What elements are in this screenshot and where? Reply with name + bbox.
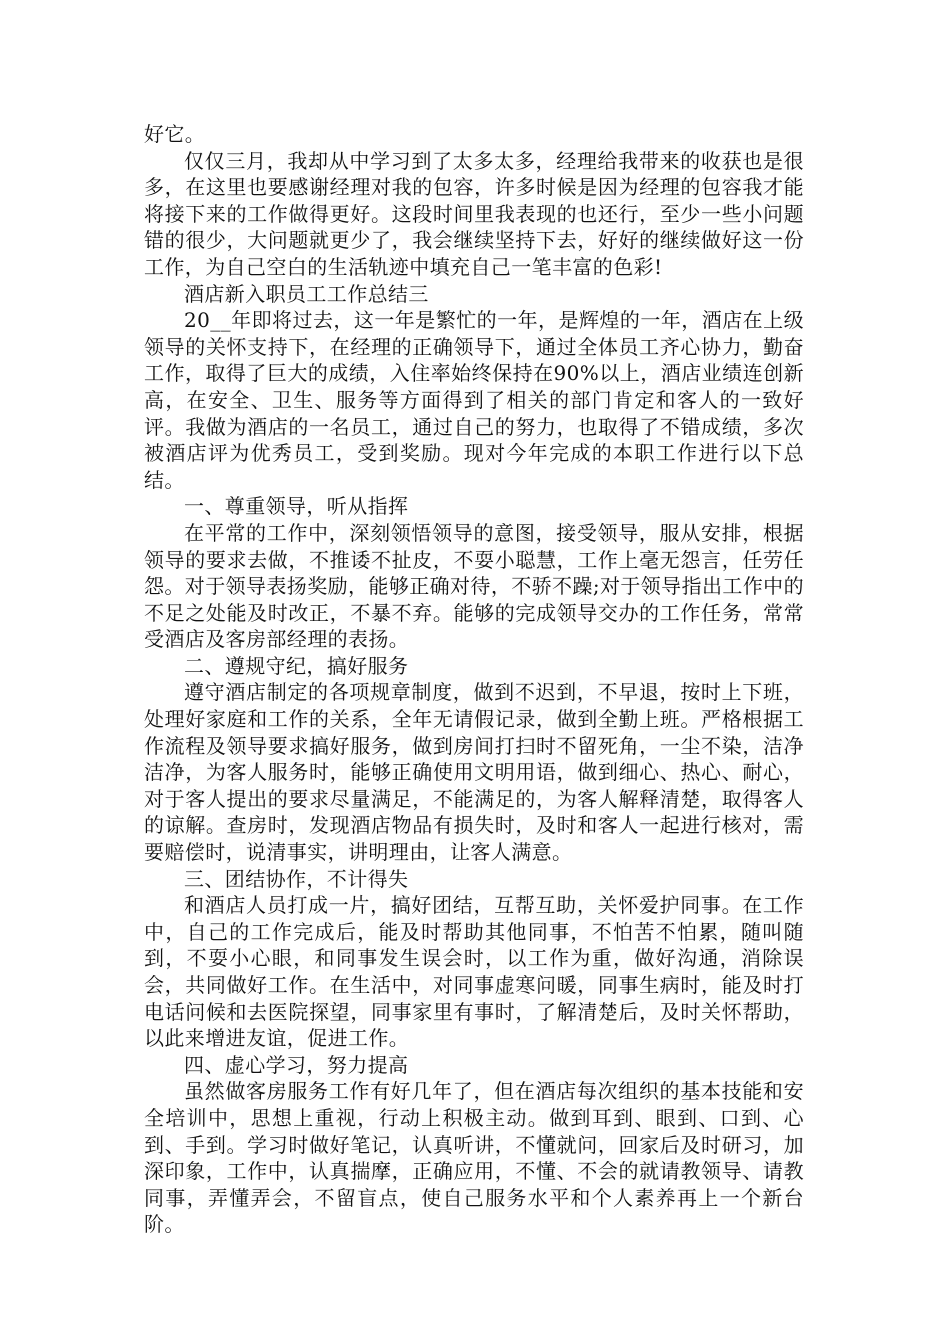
paragraph-year-overview: 20__年即将过去，这一年是繁忙的一年，是辉煌的一年，酒店在上级领导的关怀支持下，在经理的正确领导下，通过全体员工齐心协力，勤奋工作，取得了巨大的成绩，入住率始终保持在90%以上，酒店业绩连创新高，在安全、卫生、服务等方面得到了相关的部门肯定和客人的一致好评。我做为酒店的一名员工，通过自己的努力，也取得了不错成绩，多次被酒店评为优秀员工，受到奖励。现对今年完成的本职工作进行以下总结。 [144, 308, 804, 492]
paragraph-teamwork: 和酒店人员打成一片，搞好团结，互帮互助，关怀爱护同事。在工作中，自己的工作完成后，能及时帮助其他同事，不怕苦不怕累，随叫随到，不耍小心眼，和同事发生误会时，以工作为重，做好沟通，消除误会，共同做好工作。在生活中，对同事虚寒问暖，同事生病时，能及时打电话问候和去医院探望，同事家里有事时，了解清楚后，及时关怀帮助，以此来增进友谊，促进工作。 [144, 893, 804, 1051]
heading-learning: 四、虚心学习，努力提高 [184, 1052, 409, 1077]
paragraph-learning: 虽然做客房服务工作有好几年了，但在酒店每次组织的基本技能和安全培训中，思想上重视，行动上积极主动。做到耳到、眼到、口到、心到、手到。学习时做好笔记，认真听讲，不懂就问，回家后及时研习，加深印象，工作中，认真揣摩，正确应用，不懂、不会的就请教领导、请教同事，弄懂弄会，不留盲点，使自己服务水平和个人素养再上一个新台阶。 [144, 1079, 804, 1237]
section-title-summary-three: 酒店新入职员工工作总结三 [184, 281, 429, 306]
heading-follow-rules: 二、遵规守纪，搞好服务 [184, 653, 409, 678]
paragraph-three-months: 仅仅三月，我却从中学习到了太多太多，经理给我带来的收获也是很多，在这里也要感谢经理对我的包容，许多时候是因为经理的包容我才能将接下来的工作做得更好。这段时间里我表现的也还行，至少一些小问题错的很少，大问题就更少了，我会继续坚持下去，好好的继续做好这一份工作，为自己空白的生活轨迹中填充自己一笔丰富的色彩! [144, 148, 804, 279]
paragraph-continuation: 好它。 [144, 122, 206, 146]
paragraph-respect-leadership: 在平常的工作中，深刻领悟领导的意图，接受领导，服从安排，根据领导的要求去做，不推诿不扯皮，不耍小聪慧，工作上毫无怨言，任劳任怨。对于领导表扬奖励，能够正确对待，不骄不躁;对于领导指出工作中的不足之处能及时改正，不暴不弃。能够的完成领导交办的工作任务，常常受酒店及客房部经理的表扬。 [144, 520, 804, 652]
heading-respect-leadership: 一、尊重领导，听从指挥 [184, 494, 409, 519]
document-body [144, 121, 804, 1238]
paragraph-follow-rules: 遵守酒店制定的各项规章制度，做到不迟到，不早退，按时上下班，处理好家庭和工作的关系，全年无请假记录，做到全勤上班。严格根据工作流程及领导要求搞好服务，做到房间打扫时不留死角，一尘不染，洁净洁净，为客人服务时，能够正确使用文明用语，做到细心、热心、耐心，对于客人提出的要求尽量满足，不能满足的，为客人解释清楚，取得客人的谅解。查房时，发现酒店物品有损失时，及时和客人一起进行核对，需要赔偿时，说清事实，讲明理由，让客人满意。 [144, 680, 804, 865]
heading-teamwork: 三、团结协作，不计得失 [184, 866, 409, 891]
